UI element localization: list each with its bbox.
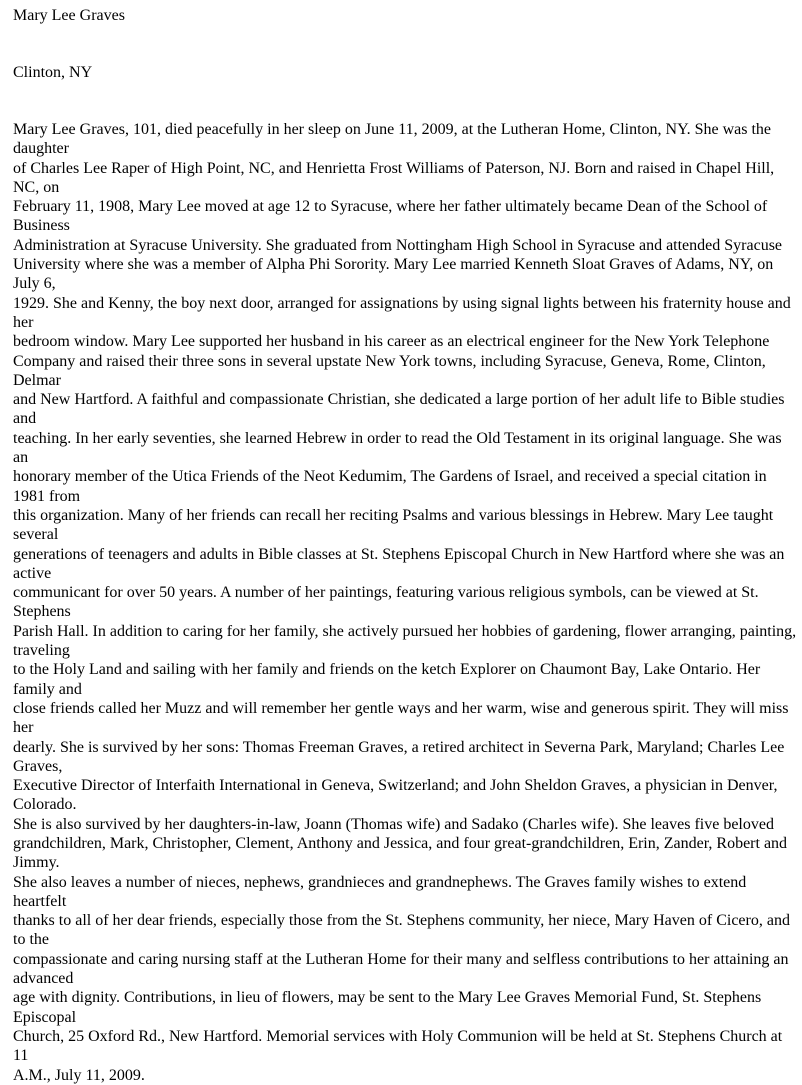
body-line: generations of teenagers and adults in Bible classes at St. Stephens Episcopal Church in New Hartford where she was an active <box>13 545 785 582</box>
body-line: University where she was a member of Alpha Phi Sorority. Mary Lee married Kenneth Sloat Graves of Adams, NY, on July 6, <box>13 256 774 293</box>
body-line: Church, 25 Oxford Rd., New Hartford. Memorial services with Holy Communion will be held at St. Stephens Church at 11 <box>13 1027 783 1065</box>
body-line: honorary member of the Utica Friends of the Neot Kedumim, The Gardens of Israel, and received a special citation in 1981 from <box>13 468 767 505</box>
body-line: February 11, 1908, Mary Lee moved at age 12 to Syracuse, where her father ultimately became Dean of the School of Business <box>13 198 768 235</box>
body-line: close friends called her Muzz and will remember her gentle ways and her warm, wise and generous spirit. They will miss her <box>13 699 789 737</box>
body-line: A.M., July 11, 2009. <box>13 1066 145 1084</box>
body-line: to the Holy Land and sailing with her family and friends on the ketch Explorer on Chaumont Bay, Lake Ontario. Her family and <box>13 661 761 698</box>
body-line: compassionate and caring nursing staff at the Lutheran Home for their many and selfless contributions to her attaining an advanced <box>13 950 789 988</box>
body-line: Administration at Syracuse University. She graduated from Nottingham High School in Syracuse and attended Syracuse <box>13 236 783 254</box>
body-line: Mary Lee Graves, 101, died peacefully in her sleep on June 11, 2009, at the Lutheran Home, Clinton, NY. She was the daughter <box>13 121 772 158</box>
obituary-body <box>13 120 797 1085</box>
body-line: this organization. Many of her friends can recall her reciting Psalms and various blessings in Hebrew. Mary Lee taught several <box>13 506 774 544</box>
body-line: 1929. She and Kenny, the boy next door, arranged for assignations by using signal lights between his fraternity house and her <box>13 294 791 331</box>
body-line: age with dignity. Contributions, in lieu of flowers, may be sent to the Mary Lee Graves Memorial Fund, St. Stephens Episcopal <box>13 989 762 1026</box>
body-line: She is also survived by her daughters-in-law, Joann (Thomas wife) and Sadako (Charles wife). She leaves five beloved <box>13 815 774 833</box>
deceased-name: Mary Lee Graves <box>13 7 125 24</box>
body-line: grandchildren, Mark, Christopher, Clement, Anthony and Jessica, and four great-grandchildren, Erin, Zander, Robert and Jimmy. <box>13 834 788 872</box>
body-line: Company and raised their three sons in several upstate New York towns, including Syracuse, Geneva, Rome, Clinton, Delmar <box>13 352 766 389</box>
body-line: teaching. In her early seventies, she learned Hebrew in order to read the Old Testament in its original language. She was an <box>13 429 782 467</box>
body-line: thanks to all of her dear friends, especially those from the St. Stephens community, her niece, Mary Haven of Cicero, and to the <box>13 912 790 949</box>
body-line: She also leaves a number of nieces, nephews, grandnieces and grandnephews. The Graves family wishes to extend heartfelt <box>13 873 747 910</box>
body-line: bedroom window. Mary Lee supported her husband in his career as an electrical engineer for the New York Telephone <box>13 333 770 351</box>
body-line: Executive Director of Interfaith International in Geneva, Switzerland; and John Sheldon Graves, a physician in Denver, Colorado. <box>13 777 778 814</box>
body-line: dearly. She is survived by her sons: Thomas Freeman Graves, a retired architect in Severna Park, Maryland; Charles Lee Graves, <box>13 738 785 775</box>
body-line: communicant for over 50 years. A number of her paintings, featuring various religious symbols, can be viewed at St. Stephens <box>13 584 759 621</box>
body-line: and New Hartford. A faithful and compassionate Christian, she dedicated a large portion of her adult life to Bible studies and <box>13 391 785 428</box>
location-line: Clinton, NY <box>13 64 93 81</box>
body-line: of Charles Lee Raper of High Point, NC, and Henrietta Frost Williams of Paterson, NJ. Born and raised in Chapel Hill, NC, on <box>13 159 775 196</box>
body-line: Parish Hall. In addition to caring for her family, she actively pursued her hobbies of gardening, flower arranging, painting, traveling <box>13 622 797 660</box>
